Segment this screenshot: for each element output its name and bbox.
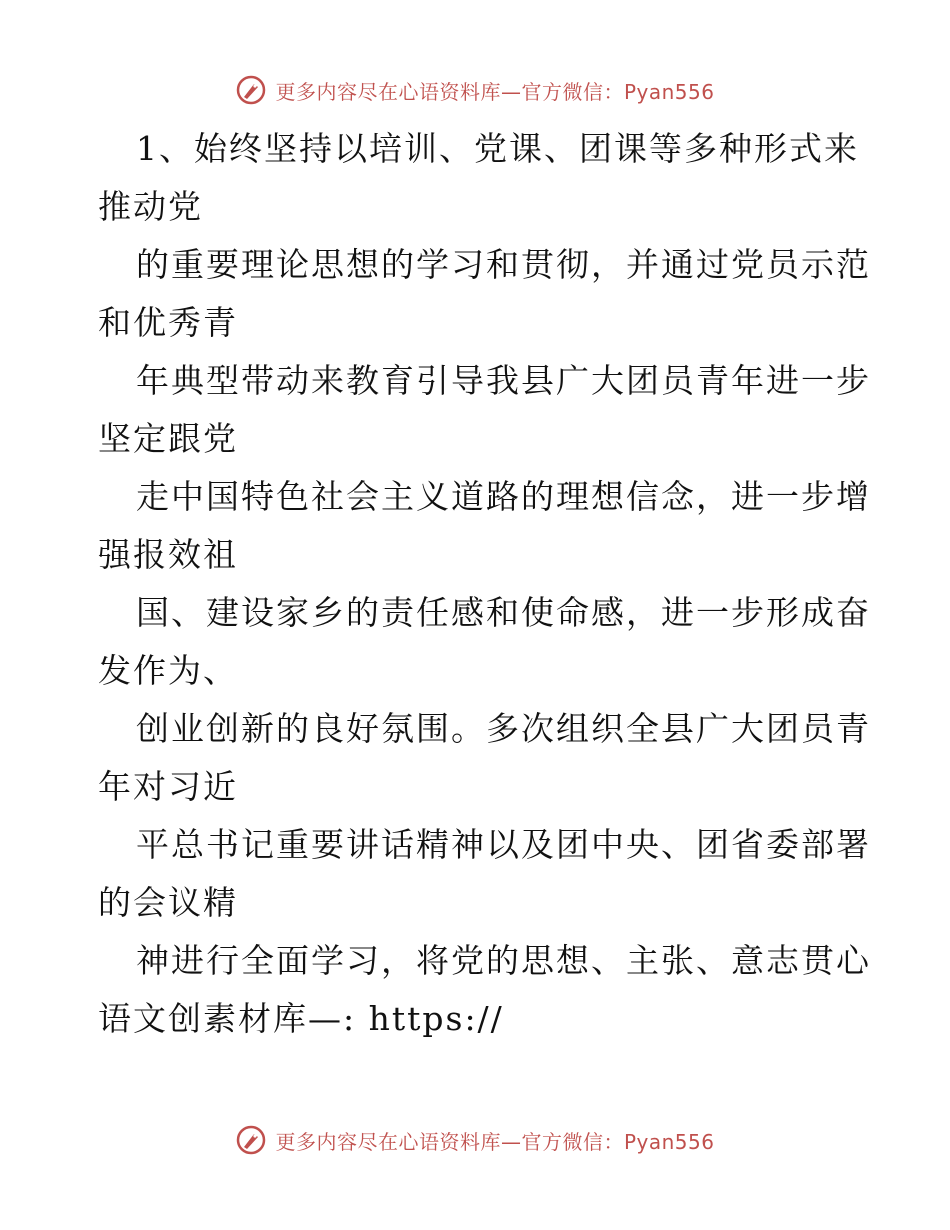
body-line: 的会议精 <box>98 883 238 922</box>
body-line: 强报效祖 <box>98 535 238 574</box>
header-banner <box>0 70 950 110</box>
pen-nib-logo-icon <box>235 74 267 106</box>
body-line: 和优秀青 <box>98 303 238 342</box>
body-line: 语文创素材库—: https:// <box>98 999 504 1038</box>
pen-nib-logo-icon <box>235 1124 267 1156</box>
body-line: 创业创新的良好氛围。多次组织全县广大团员青 <box>136 709 871 748</box>
footer-banner <box>0 1120 950 1160</box>
body-line: 1、始终坚持以培训、党课、团课等多种形式来 <box>136 129 859 168</box>
footer-banner-text: 更多内容尽在心语资料库—官方微信：Pyan556 <box>275 1129 715 1154</box>
document-body <box>98 120 871 1048</box>
body-line: 平总书记重要讲话精神以及团中央、团省委部署 <box>136 825 871 864</box>
body-line: 神进行全面学习，将党的思想、主张、意志贯心 <box>136 941 871 980</box>
body-line: 坚定跟党 <box>98 419 238 458</box>
body-line: 年对习近 <box>98 767 238 806</box>
body-line: 国、建设家乡的责任感和使命感，进一步形成奋 <box>136 593 871 632</box>
body-line: 走中国特色社会主义道路的理想信念，进一步增 <box>136 477 871 516</box>
body-line: 的重要理论思想的学习和贯彻，并通过党员示范 <box>136 245 871 284</box>
body-line: 发作为、 <box>98 651 238 690</box>
body-line: 推动党 <box>98 187 203 226</box>
header-banner-text: 更多内容尽在心语资料库—官方微信：Pyan556 <box>275 79 715 104</box>
body-line: 年典型带动来教育引导我县广大团员青年进一步 <box>136 361 871 400</box>
